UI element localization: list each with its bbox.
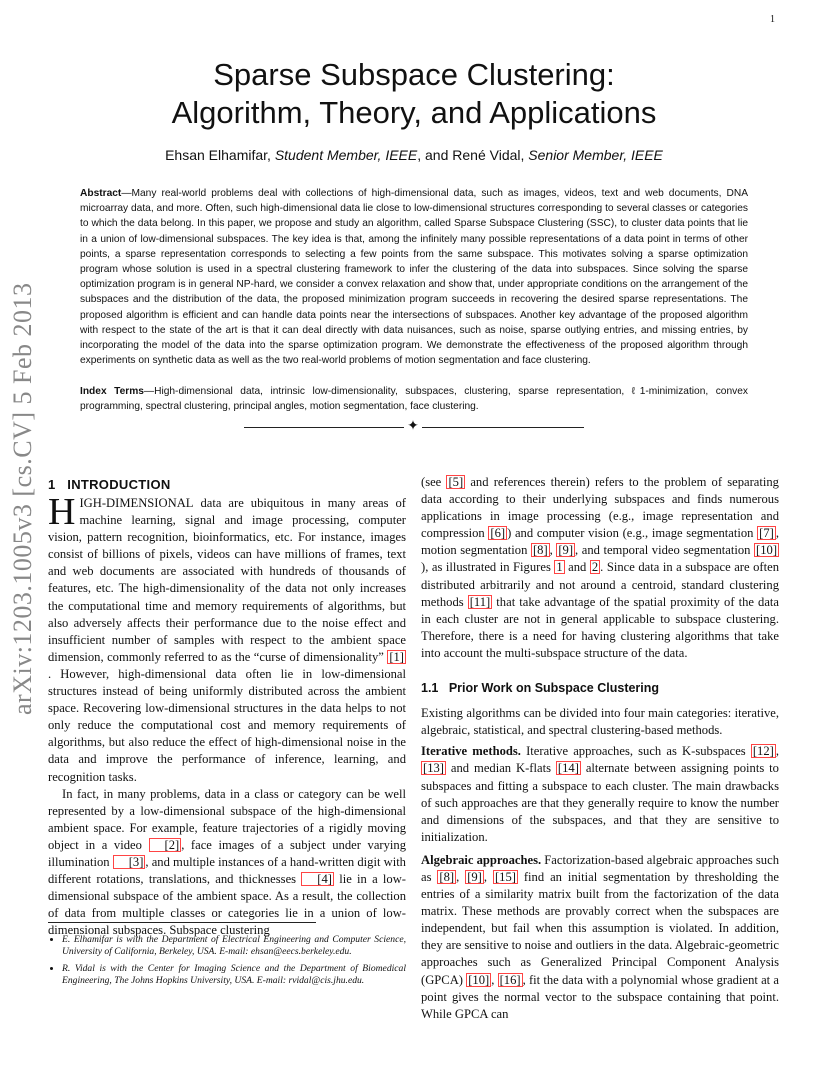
body-text: , bbox=[456, 869, 466, 884]
intro-paragraph-2 bbox=[48, 786, 406, 940]
right-paragraph-1 bbox=[421, 474, 779, 662]
body-text: find an initial segmentation by thresholding the entries of a similarity matrix built from the factorization of the data matrix. These methods are provably correct when the subspaces are independent, but fail when this assumption is violated. In addition, they are sensitive to noise and outliers in the data. Algebraic-geometric approaches such as Generalized Principal Component Analysis (GPCA) bbox=[421, 869, 780, 987]
author-line bbox=[80, 147, 748, 163]
body-text: alternate between assigning points to subspaces and fitting a subspace to each cluster. The main drawbacks of such approaches are that they generally require to know the number and dimensions of the subspaces, and that they are sensitive to initialization. bbox=[421, 761, 779, 844]
title-line-1: Sparse Subspace Clustering: bbox=[213, 57, 615, 92]
section-title: INTRODUCTION bbox=[67, 477, 171, 492]
citation-link[interactable]: [4] bbox=[301, 872, 334, 886]
paragraph-heading: Iterative methods. bbox=[421, 744, 521, 759]
citation-link[interactable]: [8] bbox=[439, 869, 455, 884]
footnotes bbox=[48, 934, 406, 992]
intro-text: , and multiple instances of a hand-written digit with different rotations, translations, and thicknesses bbox=[48, 854, 406, 887]
author-1-name: Ehsan Elhamifar, bbox=[165, 147, 271, 163]
citation-link[interactable]: [11] bbox=[469, 594, 491, 609]
citation-link[interactable]: [13] bbox=[423, 761, 444, 776]
drop-cap: H bbox=[48, 491, 76, 533]
citation-link[interactable]: [1] bbox=[389, 649, 404, 664]
intro-smallcaps: IGH-DIMENSIONAL bbox=[79, 496, 194, 510]
intro-text: , face images of a subject under varying illumination bbox=[48, 837, 406, 869]
body-text: , bbox=[491, 972, 498, 987]
body-text: , and temporal video segmentation bbox=[575, 543, 755, 558]
figure-link[interactable]: 2 bbox=[591, 560, 599, 575]
left-column bbox=[48, 491, 406, 939]
body-text: . Since data in a subspace are often distributed arbitrarily and not around a centroid, standard clustering methods bbox=[421, 560, 779, 609]
intro-text: lie in a low-dimensional subspace of the ambient space. As a result, the collection of data from multiple classes or categories lie in a union of low-dimensional subspaces. Subspace clustering bbox=[48, 872, 406, 938]
citation-link[interactable]: [16] bbox=[499, 972, 521, 987]
index-terms-label: Index Terms bbox=[80, 386, 144, 397]
citation-link[interactable]: [15] bbox=[494, 869, 516, 884]
index-terms-text: —High-dimensional data, intrinsic low-dimensionality, subspaces, clustering, sparse representation, ℓ1-minimization, convex programming, spectral clustering, principal angles, motion segmentation, face clustering. bbox=[80, 386, 748, 413]
right-paragraph-algebraic bbox=[421, 852, 779, 1023]
author-2-name: , and René Vidal, bbox=[417, 147, 525, 163]
body-text: Iterative approaches, such as K-subspaces bbox=[520, 744, 751, 759]
author-2-role: Senior Member, IEEE bbox=[528, 147, 663, 163]
body-text: , bbox=[775, 744, 779, 759]
citation-link[interactable]: [2] bbox=[149, 838, 182, 852]
separator-star-icon: ✦ bbox=[404, 418, 422, 434]
body-text: (see bbox=[421, 475, 447, 489]
index-terms bbox=[80, 384, 748, 414]
abstract-label: Abstract bbox=[80, 188, 122, 199]
body-text: , bbox=[483, 869, 493, 884]
citation-link[interactable]: [9] bbox=[467, 869, 482, 884]
author-1-role: Student Member, IEEE bbox=[274, 147, 418, 163]
subsection-number: 1.1 bbox=[421, 681, 439, 696]
body-text: and median K-flats bbox=[445, 761, 556, 776]
section-number: 1 bbox=[48, 477, 56, 492]
citation-link[interactable]: [12] bbox=[752, 744, 774, 759]
arxiv-identifier: arXiv:1203.1005v3 [cs.CV] 5 Feb 2013 bbox=[8, 282, 37, 715]
citation-link[interactable]: [5] bbox=[448, 475, 464, 489]
paragraph-heading: Algebraic approaches. bbox=[421, 852, 542, 867]
body-text: ), as illustrated in Figures bbox=[421, 560, 555, 575]
title-line-2: Algorithm, Theory, and Applications bbox=[171, 95, 657, 130]
page-number: 1 bbox=[770, 14, 775, 25]
subsection-heading bbox=[421, 680, 779, 697]
footnote-rule bbox=[48, 922, 316, 923]
right-paragraph-iterative bbox=[421, 743, 779, 846]
citation-link[interactable]: [14] bbox=[557, 761, 579, 776]
body-text: and bbox=[564, 560, 590, 575]
section-heading-introduction bbox=[48, 477, 171, 492]
citation-link[interactable]: [10] bbox=[468, 972, 490, 987]
figure-link[interactable]: 1 bbox=[556, 560, 563, 575]
body-text: , motion segmentation bbox=[421, 526, 780, 558]
citation-link[interactable]: [7] bbox=[759, 526, 774, 541]
subsection-title: Prior Work on Subspace Clustering bbox=[448, 681, 660, 696]
intro-text: In fact, in many problems, data in a class or category can be well represented by a low-dimensional subspace of the high-dimensional ambient space. For example, feature trajectories of a rigidly moving object in a video bbox=[48, 786, 406, 852]
abstract bbox=[80, 186, 748, 368]
intro-text: data are ubiquitous in many areas of machine learning, signal and image processing, computer vision, pattern recognition, bioinformatics, etc. For instance, images consist of billions of pixels, videos can have millions of frames, text and web documents are associated with hundreds of thousands of features, etc. The high-dimensionality of the data not only increases the computational time and memory requirements of algorithms, but also adversely affects their performance due to the noise effect and insufficient number of samples with respect to the ambient space dimension, commonly referred to as the “curse of dimensionality” bbox=[48, 496, 406, 664]
citation-link[interactable]: [8] bbox=[532, 543, 548, 558]
citation-link[interactable]: [6] bbox=[490, 526, 506, 541]
footnote-item: • E. Elhamifar is with the Department of Electrical Engineering and Computer Science, University of California, Berkeley, USA. E-mail: ehsan@eecs.berkeley.edu. bbox=[62, 934, 406, 959]
intro-paragraph-1 bbox=[48, 491, 406, 786]
citation-link[interactable]: [10] bbox=[756, 543, 778, 558]
body-text: ) and computer vision (e.g., image segmentation bbox=[507, 526, 758, 541]
citation-link[interactable]: [3] bbox=[113, 855, 146, 869]
right-column bbox=[421, 474, 779, 1023]
body-text: , fit the data with a polynomial whose gradient at a point gives the normal vector to the subspace containing that point. While GPCA can bbox=[421, 972, 779, 1021]
abstract-text: —Many real-world problems deal with collections of high-dimensional data, such as images, videos, text and web documents, DNA microarray data, and more. Often, such high-dimensional data lie close to low-dimensional structures corresponding to several classes or categories to which the data belong. In this paper, we propose and study an algorithm, called Sparse Subspace Clustering (SSC), to cluster data points that lie in a union of low-dimensional subspaces. The key idea is that, among the infinitely many possible representations of a data point in terms of other points, a sparse representation corresponds to selecting a few points from the same subspace. This motivates solving a sparse optimization program whose solution is used in a spectral clustering framework to infer the clustering of the data into subspaces. Since solving the sparse optimization program is in general NP-hard, we consider a convex relaxation and show that, under appropriate conditions on the arrangement of the subspaces and the distribution of the data, the proposed minimization program succeeds in recovering the desired sparse representations. The proposed algorithm is efficient and can handle data points near the intersections of subspaces. Another key advantage of the proposed algorithm with respect to the state of the art is that it can deal directly with data nuisances, such as noise, sparse outlying entries, and missing entries, by incorporating the model of the data into the sparse optimization program. We demonstrate the effectiveness of the proposed algorithm through experiments on synthetic data as well as the two real-world problems of motion segmentation and face clustering. bbox=[80, 188, 748, 367]
citation-link[interactable]: [9] bbox=[558, 543, 574, 558]
right-paragraph-2: Existing algorithms can be divided into four main categories: iterative, algebraic, statistical, and spectral clustering-based methods. bbox=[421, 706, 779, 738]
intro-text: . However, high-dimensional data often lie in low-dimensional structures instead of being uniformly distributed across the ambient space. Recovering low-dimensional structures in the data helps to not only reduce the computational cost and memory requirements of algorithms, but also reduce the effect of high-dimensional noise in the data and improve the performance of inference, learning, and recognition tasks. bbox=[48, 666, 406, 784]
body-text: Factorization-based algebraic approaches such as bbox=[421, 852, 779, 884]
body-text: that take advantage of the spatial proximity of the data in each cluster are not in general applicable to subspace clustering. Therefore, there is a need for having clustering algorithms that take into account the multi-subspace structure of the data. bbox=[421, 594, 779, 660]
paper-title bbox=[80, 56, 748, 132]
body-text: , bbox=[549, 543, 557, 558]
body-text: and references therein) refers to the problem of separating data according to their underlying subspaces and finds numerous applications in image processing (e.g., image representation and compression bbox=[421, 475, 779, 541]
footnote-item: • R. Vidal is with the Center for Imaging Science and the Department of Biomedical Engineering, The Johns Hopkins University, USA. E-mail: rvidal@cis.jhu.edu. bbox=[62, 963, 406, 988]
